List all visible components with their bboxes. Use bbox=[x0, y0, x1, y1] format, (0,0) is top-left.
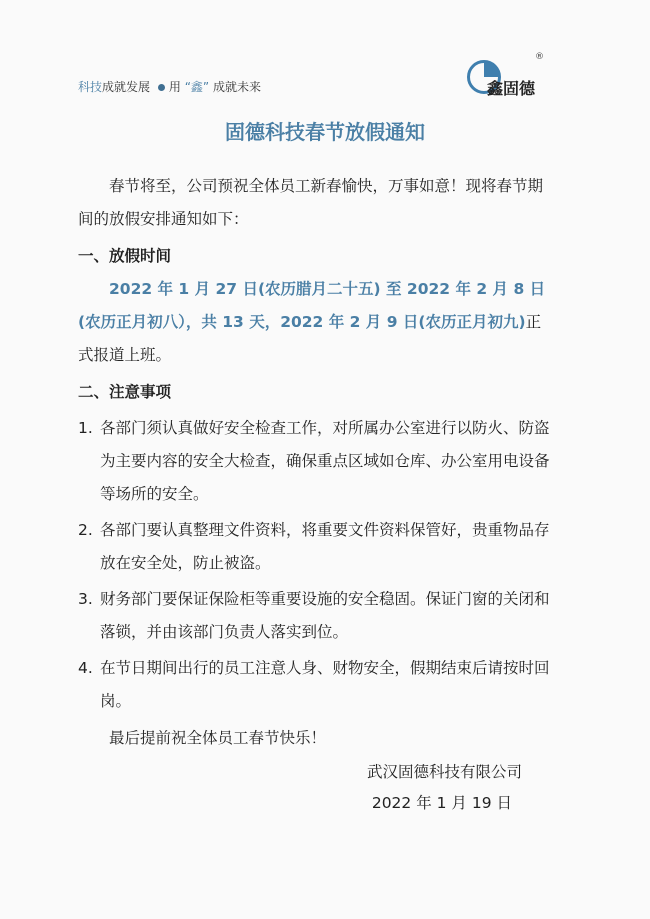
item-number: 1. bbox=[78, 419, 93, 437]
item-number: 3. bbox=[78, 590, 93, 608]
registered-mark: ® bbox=[535, 52, 544, 62]
item-text: 在节日期间出行的员工注意人身、财物安全，假期结束后请按时回岗。 bbox=[100, 659, 550, 710]
company-logo bbox=[465, 52, 545, 100]
tagline-text: “鑫” bbox=[184, 80, 210, 94]
item-text: 各部门要认真整理文件资料，将重要文件资料保管好，贵重物品存放在安全处，防止被盗。 bbox=[100, 521, 550, 572]
list-item bbox=[78, 412, 556, 511]
list-item bbox=[78, 514, 556, 580]
list-item bbox=[78, 652, 556, 718]
item-number: 2. bbox=[78, 521, 93, 539]
holiday-dates: 2022 年 1 月 27 日(农历腊月二十五) 至 2022 年 2 月 8 日 (农历正月初八），共 13 天，2022 年 2 月 9 日(农历正月初九) bbox=[78, 280, 546, 331]
item-number: 4. bbox=[78, 659, 93, 677]
page-title: 固德科技春节放假通知 bbox=[225, 120, 425, 144]
logo-text: 鑫固德 bbox=[487, 79, 536, 98]
item-text: 财务部门要保证保险柜等重要设施的安全稳固。保证门窗的关闭和落锁，并由该部门负责人落实到位。 bbox=[100, 590, 550, 641]
section1-heading: 一、放假时间 bbox=[78, 247, 172, 265]
header-tagline bbox=[78, 78, 261, 95]
section2-heading: 二、注意事项 bbox=[78, 383, 172, 401]
item-text: 各部门须认真做好安全检查工作，对所属办公室进行以防火、防盗为主要内容的安全大检查，确保重点区域如仓库、办公室用电设备等场所的安全。 bbox=[100, 419, 550, 503]
notice-body bbox=[78, 170, 556, 755]
intro-paragraph: 春节将至，公司预祝全体员工新春愉快，万事如意！现将春节期间的放假安排通知如下： bbox=[78, 177, 544, 228]
signature-company: 武汉固德科技有限公司 bbox=[366, 763, 522, 781]
holiday-period bbox=[78, 273, 556, 372]
tagline-text: 成就未来 bbox=[212, 80, 261, 94]
tagline-text: 用 bbox=[168, 80, 181, 94]
tagline-text: 科技 bbox=[78, 80, 103, 94]
logo-quarter-icon bbox=[484, 62, 500, 77]
return-text: 正式报道上班。 bbox=[78, 313, 542, 364]
list-item bbox=[78, 583, 556, 649]
closing-text: 最后提前祝全体员工春节快乐！ bbox=[109, 729, 327, 747]
bullet-dot-icon bbox=[158, 84, 165, 91]
tagline-text: 成就发展 bbox=[102, 80, 151, 94]
signature-date: 2022 年 1 月 19 日 bbox=[371, 794, 512, 812]
